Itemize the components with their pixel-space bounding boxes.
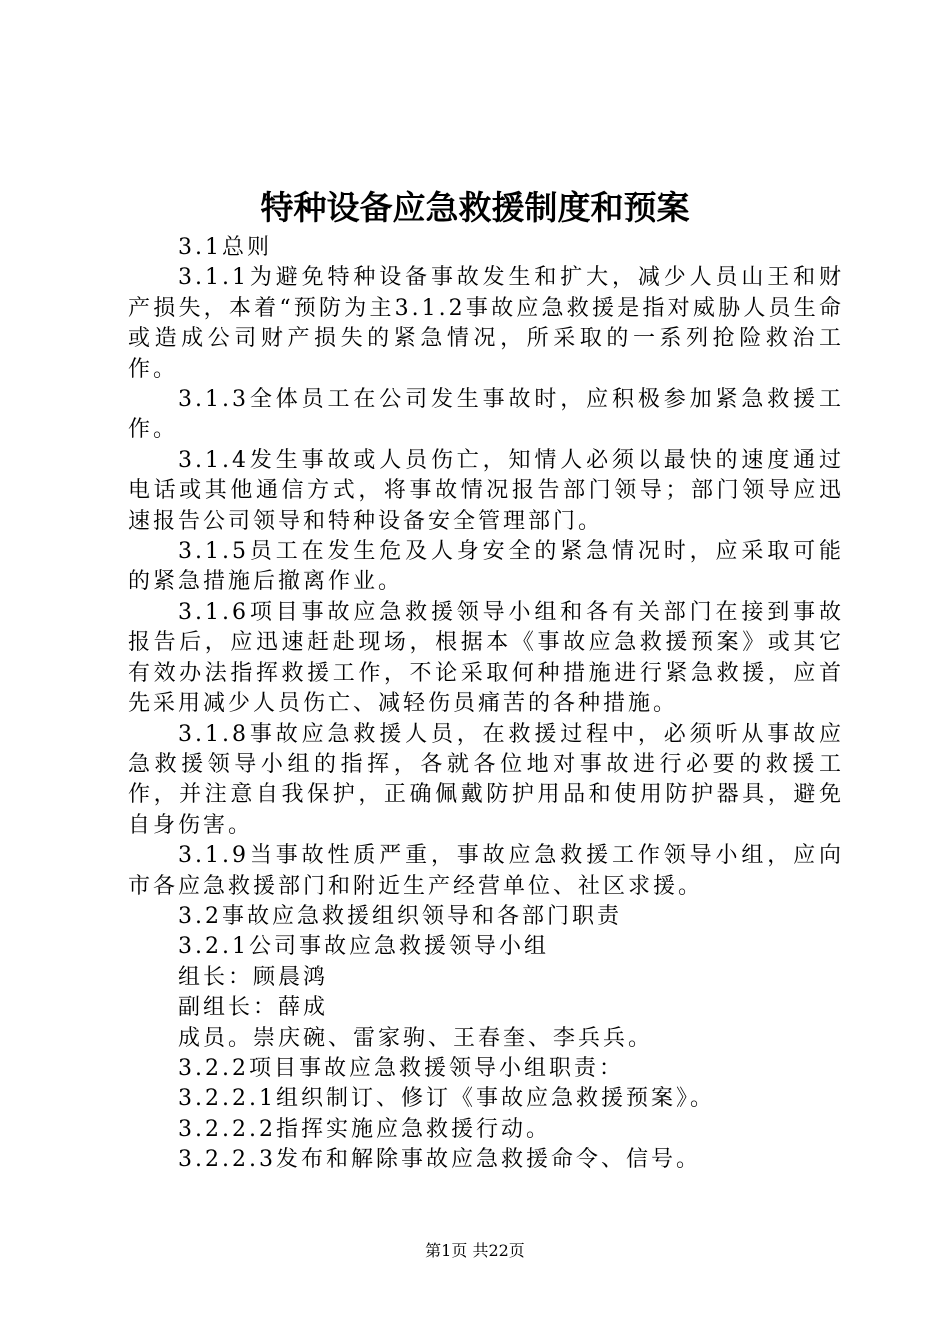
- paragraph-3-2-2: 3.2.2项目事故应急救援领导小组职责：: [178, 1055, 624, 1081]
- paragraph-3-2-2-2: 3.2.2.2指挥实施应急救援行动。: [178, 1116, 551, 1142]
- paragraph-3-2: 3.2事故应急救援组织领导和各部门职责: [178, 903, 622, 929]
- paragraph-3-1-4: 3.1.4发生事故或人员伤亡，知情人必须以最快的速度通过电话或其他通信方式，将事故情况报告部门领导；部门领导应迅速报告公司领导和特种设备安全管理部门。: [128, 447, 844, 534]
- paragraph-3-1: 3.1总则: [178, 235, 272, 260]
- document-title: 特种设备应急救援制度和预案: [260, 188, 690, 227]
- paragraph-leader: 组长：顾晨鸿: [178, 964, 329, 990]
- page-number-footer: 第1页 共22页: [425, 1241, 525, 1260]
- paragraph-3-1-1: 3.1.1为避免特种设备事故发生和扩大，减少人员山王和财产损失，本着“预防为主3.1.2事故应急救援是指对威胁人员生命或造成公司财产损失的紧急情况，所采取的一系列抢险救治工作。: [128, 265, 844, 382]
- paragraph-3-1-6: 3.1.6项目事故应急救援领导小组和各有关部门在接到事故报告后，应迅速赶赴现场，根据本《事故应急救援预案》或其它有效办法指挥救援工作，不论采取何种措施进行紧急救援，应首先采用减少人员伤亡、减轻伤员痛苦的各种措施。: [128, 599, 844, 717]
- paragraph-members: 成员。崇庆碗、雷家驹、王春奎、李兵兵。: [178, 1025, 654, 1051]
- paragraph-deputy-leader: 副组长：薛成: [178, 995, 329, 1021]
- paragraph-3-2-1: 3.2.1公司事故应急救援领导小组: [178, 934, 549, 960]
- paragraph-3-2-2-3: 3.2.2.3发布和解除事故应急救援命令、信号。: [178, 1147, 701, 1173]
- paragraph-3-1-8: 3.1.8事故应急救援人员，在救援过程中，必须听从事故应急救援领导小组的指挥，各就各位地对事故进行必要的救援工作，并注意自我保护，正确佩戴防护用品和使用防护器具，避免自身伤害。: [128, 721, 844, 838]
- document-body: [128, 233, 844, 1176]
- paragraph-3-1-3: 3.1.3全体员工在公司发生事故时，应积极参加紧急救援工作。: [128, 387, 844, 443]
- paragraph-3-1-9: 3.1.9当事故性质严重，事故应急救援工作领导小组，应向市各应急救援部门和附近生产经营单位、社区求援。: [128, 843, 844, 899]
- paragraph-3-1-5: 3.1.5员工在发生危及人身安全的紧急情况时，应采取可能的紧急措施后撤离作业。: [128, 539, 844, 595]
- paragraph-3-2-2-1: 3.2.2.1组织制订、修订《事故应急救援预案》。: [178, 1086, 715, 1112]
